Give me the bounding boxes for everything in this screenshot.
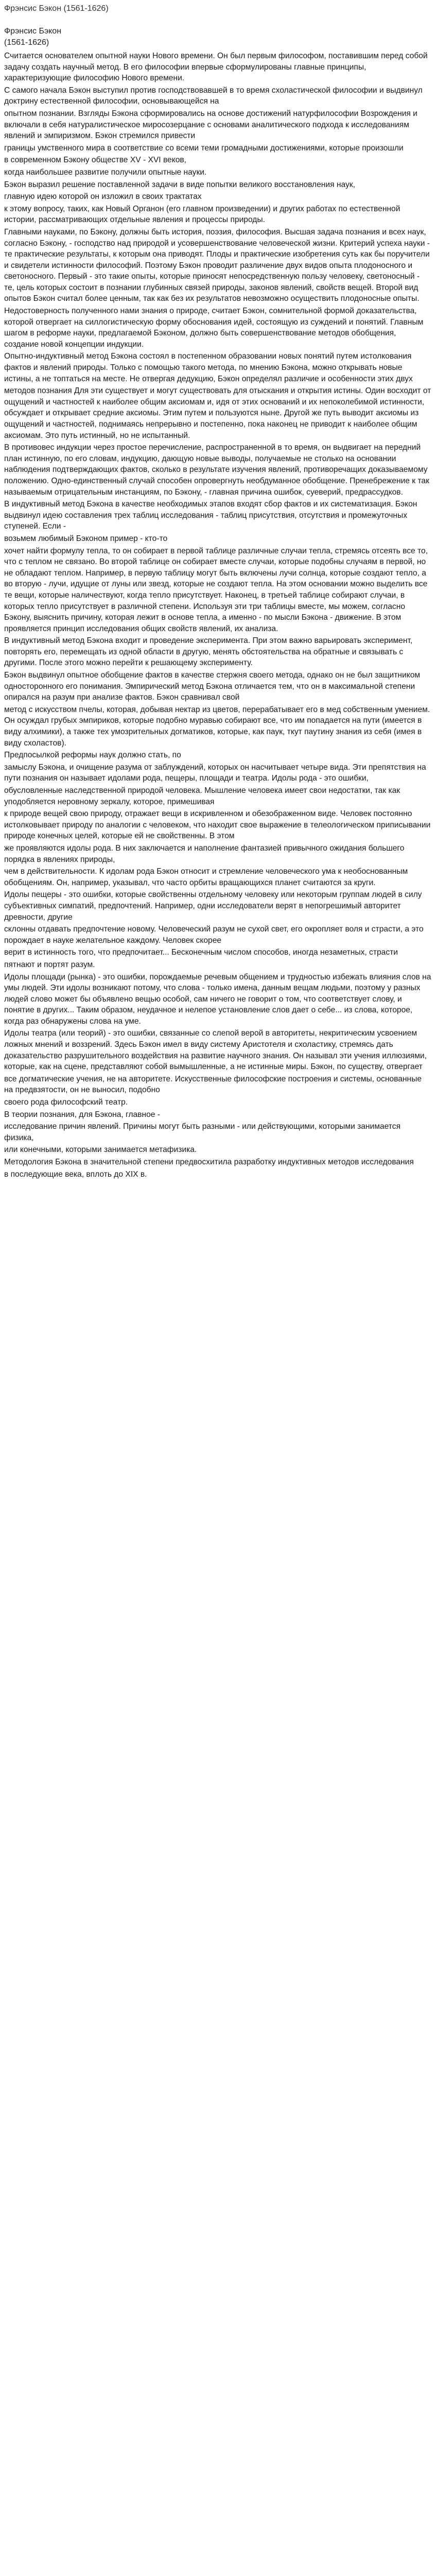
paragraph: в современном Бэкону обществе XV - XVI веков, (4, 156, 187, 165)
page-heading: Фрэнсис Бэкон (1561-1626) (4, 4, 109, 13)
paragraph: главную идею которой он изложил в своих трактатах (4, 192, 202, 201)
paragraph: опытном познании. Взгляды Бэкона сформировались на основе достижений натурфилософии Возрождения и включали в себя натуралистическое миросозерцание с основами аналитического подхода к исследованиям явлений и эмпиризмом. Бэкон стремился привести (4, 109, 417, 141)
paragraph: к природе вещей свою природу, отражает вещи в искривленном и обезображенном виде. Человек постоянно истолковывает природу по аналогии с человеком, что находит свое выражение в телеологическом приписывании природе конечных целей, которые ей не свойственны. В этом (4, 809, 431, 841)
paragraph: метод с искусством пчелы, которая, добывая нектар из цветов, перерабатывает его в мед собственным умением. Он осуждал грубых эмпириков, которые подобно муравью собирают все, что им попадается на пути (имеется в виду алхимики), а также тех умозрительных догматиков, которые, как паук, ткут паутину знания из себя (имея в виду схоластов). (4, 705, 430, 748)
paragraph: В противовес индукции через простое перечисление, распространенной в то время, он выдвигает на передний план истинную, по его словам, индукцию, дающую новые выводы, получаемые не столько на основании наблюдения подтверждающих фактов, сколько в результате изучения явлений, противоречащих доказываемому положению. Одно-единственный случай способен опровергнуть необдуманное обобщение. Пренебрежение к так называемым отрицательным инстанциям, по Бэкону, - главная причина ошибок, суеверий, предрассудков. (4, 443, 429, 497)
paragraph: своего рода философский театр. (4, 1098, 128, 1107)
paragraph: Опытно-индуктивный метод Бэкона состоял в постепенном образовании новых понятий путем истолкования фактов и явлений природы. Только с помощью такого метода, по мнению Бэкона, можно открывать новые истины, а не топтаться на месте. Не отвергая дедукцию, Бэкон определял различие и особенности этих двух (4, 352, 413, 383)
paragraph: в последующие века, вплоть до XIX в. (4, 1170, 147, 1179)
paragraph: Предпосылкой реформы наук должно стать, по (4, 751, 181, 760)
paragraph: Методология Бэкона в значительной степени предвосхитила разработку индуктивных методов исследования (4, 1158, 414, 1166)
paragraph: В индуктивный метод Бэкона входит и проведение эксперимента. При этом важно варьировать эксперимент, повторять его, перемещать из одной области в другую, менять обстоятельства на обратные и связывать с другими. После этого можно перейти к решающему эксперименту. (4, 636, 413, 668)
paragraph: верит в истинность того, что предпочитает... Бесконечным числом способов, иногда незаметных, страсти (4, 948, 398, 957)
paragraph: Идолы площади (рынка) - это ошибки, порождаемые речевым общением и трудностью избежать влияния слов на умы людей. Эти идолы возникают потому, что слова - только имена, данным вещам людьми, поэтому у разных людей слово может бы объявлено вещью особой, сам ничего не говорит о том, что соответствует слову, и понятие в других... Таким образом, неудачное и нелепое установление слов дает о себе... из слова, которое, когда раз обнаружены слова на уме. (4, 972, 431, 1026)
article-dates: (1561-1626) (4, 38, 49, 47)
paragraph: же проявляются идолы рода. В них заключается и наполнение фантазией привычного ожидания большего порядка в явлениях природы, (4, 843, 405, 864)
paragraph: возьмем любимый Бэконом пример - кто-то (4, 534, 168, 543)
paragraph: склонны отдавать предпочтение новому. Человеческий разум не сухой свет, его окропляет воля и страсти, а это порождает в науке желательное каждому. Человек скорее (4, 925, 424, 945)
paragraph: Главными науками, по Бэкону, должны быть история, поэзия, философия. Высшая задача познания и всех наук, согласно Бэкону, - господство над природой и усовершенствование человеческой жизни. Критерий успеха науки - те практические результаты, к которым она приводят. Плоды и практические изобретения суть как бы поручители и свидетели истинности философий. Поэтому Бэкон проводит различение двух видов опыта плодоносного и светоносного. Первый - это такие опыты, которые приносят непосредственную пользу человеку, светоносный - те, цель которых состоит в познании глубинных связей природы, законов явлений, свойств вещей. Второй вид опытов Бэкон считал более ценным, так как без их результатов невозможно осуществить плодоносные опыты. (4, 227, 430, 303)
paragraph: обусловленные наследственной природой человека. Мышление человека имеет свои недостатки, так как уподобляется неровному зеркалу, которое, примешивая (4, 786, 400, 806)
paragraph: чем в действительности. К идолам рода Бэкон относит и стремление человеческого ума к необоснованным обобщениям. Он, например, указывал, что часто орбиты вращающихся планет считаются за круги. (4, 867, 408, 887)
paragraph: С самого начала Бэкон выступил против господствовавшей в то время схоластической философии и выдвинул доктрину естественной философии, основывающейся на (4, 86, 423, 106)
paragraph: В теории познания, для Бэкона, главное - (4, 1110, 160, 1119)
paragraph: когда наибольшее развитие получили опытные науки. (4, 167, 207, 177)
paragraph: Бэкон выразил решение поставленной задачи в виде попытки великого восстановления наук, (4, 180, 355, 189)
paragraph: Недостоверность полученного нами знания о природе, считает Бэкон, сомнительной формой доказательства, которой отвергает на силлогистическую форму обоснования идей, состоящую из суждений и понятий. Главным шагом в реформе науки, предлагаемой Бэконом, должно быть совершенствование методов обобщения, создание новой концепции индукции. (4, 307, 424, 349)
paragraph: хочет найти формулу тепла, то он собирает в первой таблице различные случаи тепла, стремясь отсеять все то, что с теплом не связано. Во второй таблице он собирает вместе случаи, которые подобны случаям в первой, но не обладают теплом. Например, в первую таблицу могут быть включены лучи солнца, которые создают тепло, а во вторую - лучи, идущие от луны или звезд, которые не создают тепла. На этом основании можно выделить все те вещи, которые наличествуют, когда тепло присутствует. Наконец, в третьей таблице собирают случаи, в которых тепло присутствует в различной степени. Используя эти три таблицы вместе, мы можем, согласно Бэкону, выяснить причину, которая лежит в основе тепла, а именно - по мысли Бэкона - движение. В этом проявляется принцип исследования общих свойств явлений, их анализа. (4, 546, 428, 633)
paragraph: или конечными, которыми занимается метафизика. (4, 1145, 197, 1155)
article (4, 26, 432, 1180)
paragraph: к этому вопросу, таких, как Новый Органон (его главном произведении) и других работах по естественной истории, рассматривающих отдельные явления и процессы природы. (4, 204, 400, 225)
paragraph: методов познания Для эти существует и могут существовать для отыскания и открытия истины. Один восходит от ощущений и частностей к наиболее общим аксиомам и, идя от этих оснований и их непоколебимой истинности, обсуждает и открывает средние аксиомы. Этим путем и пользуются ныне. Другой же путь выводит аксиомы из ощущений и частностей, поднимаясь непрерывно и постепенно, пока наконец не приводит к наиболее общим аксиомам. Это путь истинный, но не испытанный. (4, 386, 431, 440)
paragraph: замыслу Бэкона, и очищение разума от заблуждений, которых он насчитывает четыре вида. Эти препятствия на пути познания он называет идолами рода, пещеры, площади и театра. Идолы рода - это ошибки, (4, 762, 426, 783)
paragraph: Бэкон выдвинул опытное обобщение фактов в качестве стержня своего метода, однако он не был защитником односторонного его понимания. Эмпирический метод Бэкона отличается тем, что он в максимальной степени опирался на разум при анализе фактов. Бэкон сравнивал свой (4, 671, 421, 702)
article-title: Фрэнсис Бэкон (4, 27, 62, 36)
paragraph: исследование причин явлений. Причины могут быть разными - или действующими, которыми занимается физика, (4, 1122, 401, 1142)
article-body (4, 50, 432, 1180)
paragraph: Считается основателем опытной науки Нового времени. Он был первым философом, поставившим перед собой задачу создать научный метод. В его философии впервые сформулированы главные принципы, характеризующие философию Нового времени. (4, 52, 428, 83)
paragraph: Идолы театра (или теорий) - это ошибки, связанные со слепой верой в авторитеты, некритическим усвоением ложных мнений и воззрений. Здесь Бэкон имел в виду систему Аристотеля и схоластику, стремясь дать доказательство разрушительного воздействия на развитие научного знания. Он называл эти учения иллюзиями, которые, как на сцене, представляют собой вымышленные, а не истинные миры. Бэкон, по существу, отвергает (4, 1029, 427, 1072)
paragraph: все догматические учения, не на авторитете. Искусственные философские построения и системы, основанные на предвзятости, он не выносил, подобно (4, 1074, 422, 1095)
paragraph: Идолы пещеры - это ошибки, которые свойственны отдельному человеку или некоторым группам людей в силу субъективных симпатий, предпочтений. Например, одни исследователи верят в непогрешимый авторитет древности, другие (4, 890, 422, 922)
paragraph: пятнают и портят разум. (4, 960, 95, 969)
paragraph: В индуктивный метод Бэкона в качестве необходимых этапов входят сбор фактов и их систематизация. Бэкон выдвинул идею составления трех таблиц исследования - таблиц присутствия, отсутствия и промежуточных ступеней. Если - (4, 500, 417, 531)
paragraph: границы умственного мира в соответствие со всеми теми громадными достижениями, которые произошли (4, 143, 404, 152)
